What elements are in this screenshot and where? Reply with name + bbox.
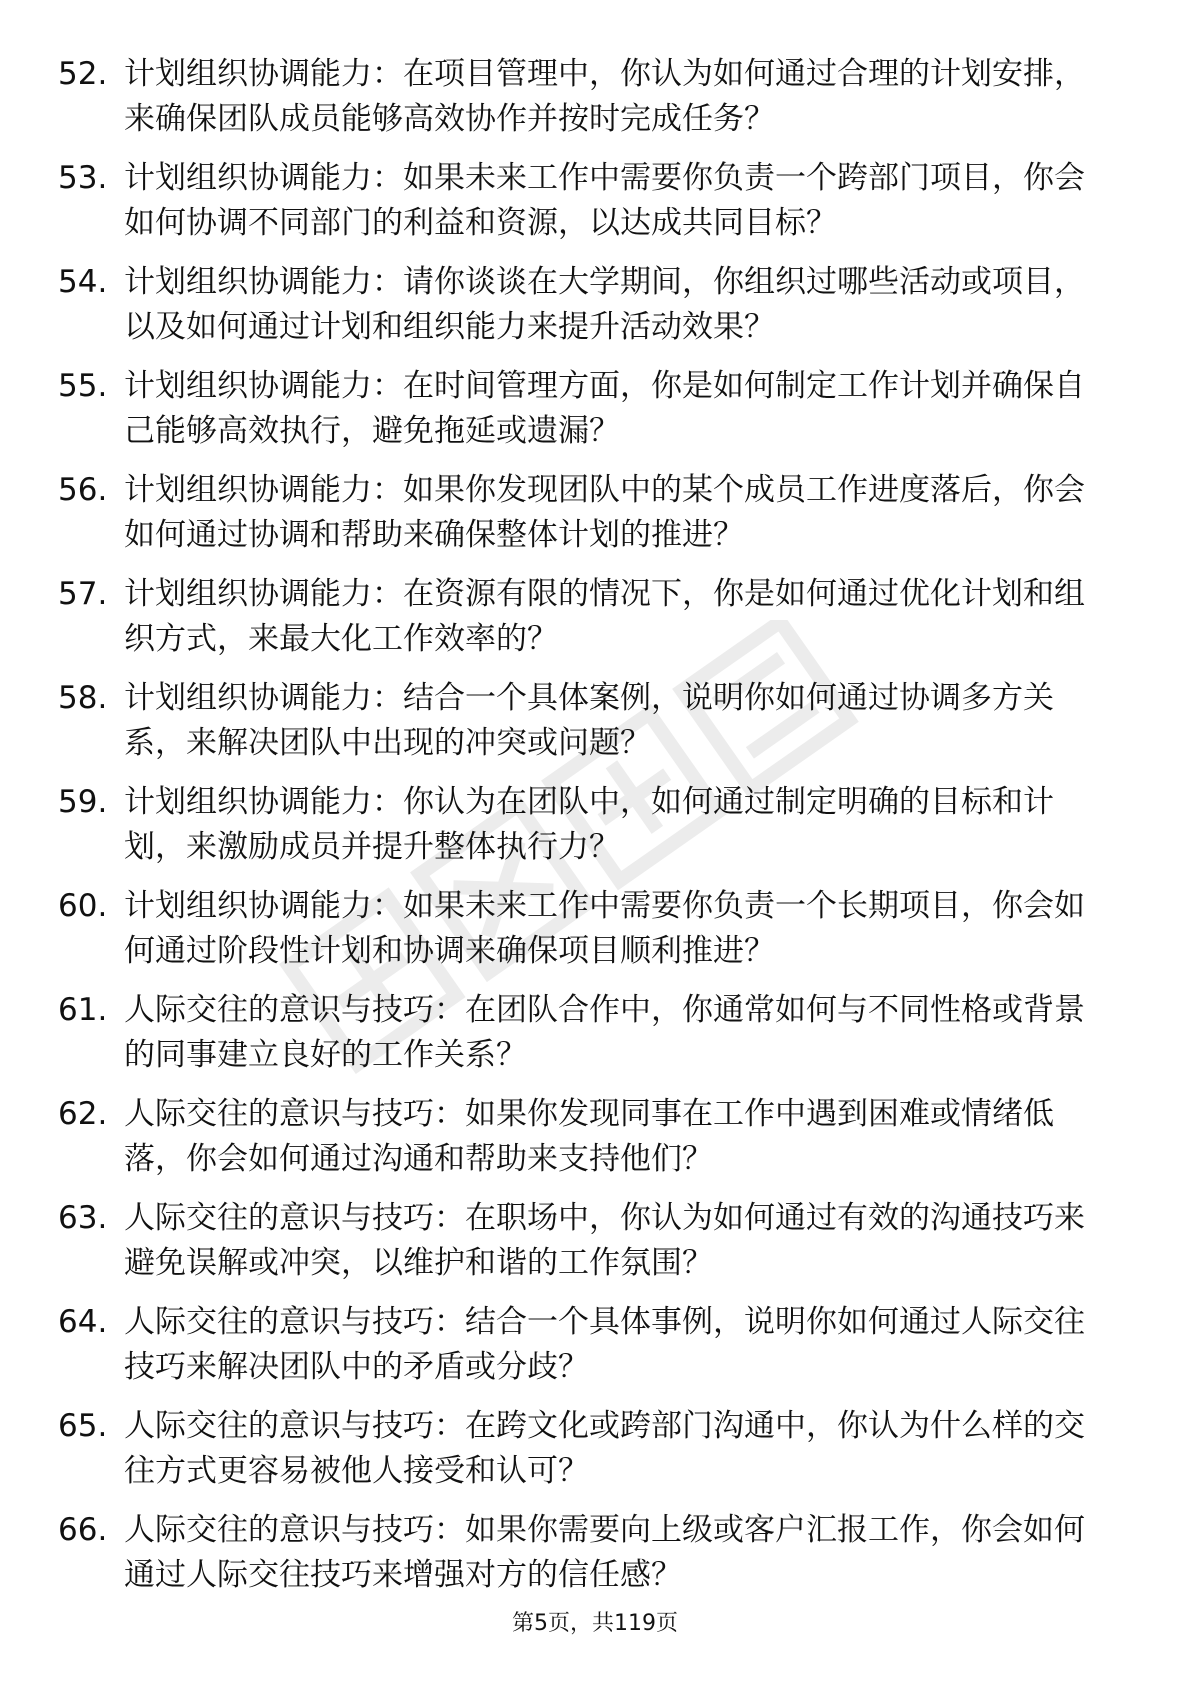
list-item: [58, 468, 1118, 572]
list-item: [58, 156, 1118, 260]
question-number: 56.: [58, 472, 108, 508]
question-number: 55.: [58, 368, 108, 404]
list-item: [58, 1300, 1118, 1404]
question-number: 61.: [58, 992, 108, 1028]
question-text: 人际交往的意识与技巧：在跨文化或跨部门沟通中，你认为什么样的交往方式更容易被他人接受和认可？: [124, 1408, 1085, 1489]
question-number: 59.: [58, 784, 108, 820]
list-item: [58, 1404, 1118, 1508]
list-item: [58, 988, 1118, 1092]
question-text: 计划组织协调能力：如果未来工作中需要你负责一个长期项目，你会如何通过阶段性计划和协调来确保项目顺利推进？: [124, 888, 1085, 969]
question-number: 64.: [58, 1304, 108, 1340]
list-item: [58, 52, 1118, 156]
question-number: 54.: [58, 264, 108, 300]
list-item: [58, 1508, 1118, 1612]
page-footer: [0, 1606, 1190, 1637]
question-list: [58, 52, 1118, 1612]
list-item: [58, 572, 1118, 676]
question-number: 53.: [58, 160, 108, 196]
list-item: [58, 364, 1118, 468]
question-text: 人际交往的意识与技巧：在职场中，你认为如何通过有效的沟通技巧来避免误解或冲突，以维护和谐的工作氛围？: [124, 1200, 1085, 1281]
question-text: 计划组织协调能力：如果未来工作中需要你负责一个跨部门项目，你会如何协调不同部门的利益和资源，以达成共同目标？: [124, 160, 1085, 241]
question-number: 57.: [58, 576, 108, 612]
list-item: [58, 884, 1118, 988]
list-item: [58, 676, 1118, 780]
question-text: 计划组织协调能力：在项目管理中，你认为如何通过合理的计划安排，来确保团队成员能够高效协作并按时完成任务？: [124, 56, 1085, 137]
question-number: 58.: [58, 680, 108, 716]
question-text: 计划组织协调能力：请你谈谈在大学期间，你组织过哪些活动或项目，以及如何通过计划和组织能力来提升活动效果？: [124, 264, 1085, 345]
list-item: [58, 1092, 1118, 1196]
question-text: 计划组织协调能力：在资源有限的情况下，你是如何通过优化计划和组织方式，来最大化工作效率的？: [124, 576, 1085, 657]
question-text: 人际交往的意识与技巧：结合一个具体事例，说明你如何通过人际交往技巧来解决团队中的矛盾或分歧？: [124, 1304, 1085, 1385]
question-text: 计划组织协调能力：在时间管理方面，你是如何制定工作计划并确保自己能够高效执行，避免拖延或遗漏？: [124, 368, 1085, 449]
question-text: 人际交往的意识与技巧：如果你发现同事在工作中遇到困难或情绪低落，你会如何通过沟通和帮助来支持他们？: [124, 1096, 1054, 1177]
question-text: 计划组织协调能力：结合一个具体案例，说明你如何通过协调多方关系，来解决团队中出现的冲突或问题？: [124, 680, 1054, 761]
question-number: 63.: [58, 1200, 108, 1236]
question-text: 人际交往的意识与技巧：在团队合作中，你通常如何与不同性格或背景的同事建立良好的工作关系？: [124, 992, 1085, 1073]
question-number: 66.: [58, 1512, 108, 1548]
list-item: [58, 260, 1118, 364]
list-item: [58, 1196, 1118, 1300]
page-number-label: 第5页，共119页: [512, 1611, 678, 1636]
question-text: 计划组织协调能力：如果你发现团队中的某个成员工作进度落后，你会如何通过协调和帮助来确保整体计划的推进？: [124, 472, 1085, 553]
question-number: 60.: [58, 888, 108, 924]
list-item: [58, 780, 1118, 884]
question-text: 计划组织协调能力：你认为在团队中，如何通过制定明确的目标和计划，来激励成员并提升整体执行力？: [124, 784, 1054, 865]
question-number: 52.: [58, 56, 108, 92]
question-text: 人际交往的意识与技巧：如果你需要向上级或客户汇报工作，你会如何通过人际交往技巧来增强对方的信任感？: [124, 1512, 1085, 1593]
question-number: 65.: [58, 1408, 108, 1444]
question-number: 62.: [58, 1096, 108, 1132]
